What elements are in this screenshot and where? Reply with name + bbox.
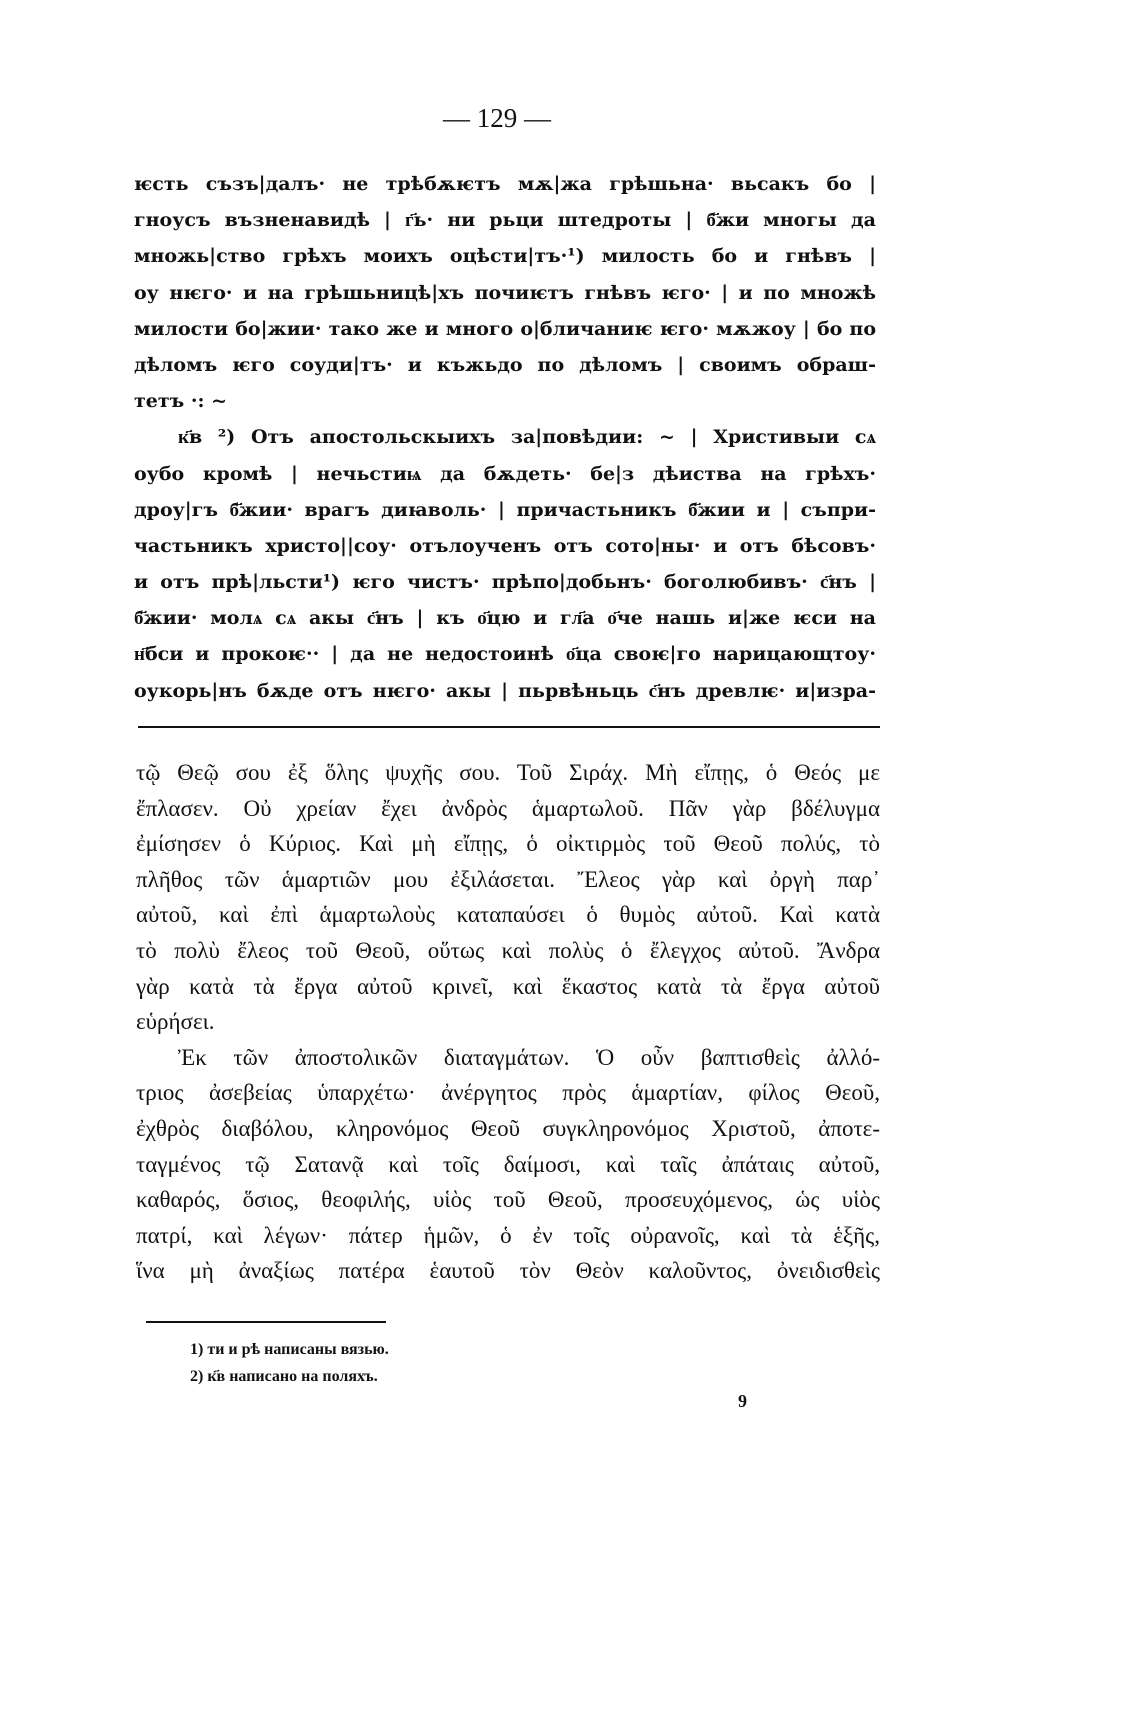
footnote: 2) к҃в написано на поляхъ.: [190, 1368, 378, 1385]
slavonic-line: дроу|гъ б҃жии· врагъ диꙗволь· | причастьникъ б҃жии и | съпри-: [134, 498, 876, 521]
greek-line: ἵνα μὴ ἀναξίως πατέρα ἑαυτοῦ τὸν Θεὸν καλοῦντος, ὀνειδισθεὶς: [136, 1258, 880, 1284]
greek-line: τῷ Θεῷ σου ἐξ ὅλης ψυχῆς σου. Τοῦ Σιράχ. Μὴ εἴπῃς, ὁ Θεός με: [136, 760, 880, 785]
greek-line: καθαρός, ὅσιος, θεοφιλής, υἱὸς τοῦ Θεοῦ, προσευχόμενος, ὡς υἱὸς: [136, 1187, 880, 1213]
page-number: — 129 —: [443, 103, 551, 133]
text-divider-rule: [138, 726, 880, 728]
slavonic-line: оубо кромѣ | нечьстиѩ да бѫдеть· бе|з дѣиства на грѣхъ·: [134, 462, 876, 485]
slavonic-text-block: [134, 166, 876, 709]
greek-line: πατρί, καὶ λέγων· πάτερ ἡμῶν, ὁ ἐν τοῖς οὐρανοῖς, καὶ τὰ ἑξῆς,: [136, 1222, 880, 1248]
greek-line: ἔπλασεν. Οὐ χρείαν ἔχει ἀνδρὸς ἁμαρτωλοῦ. Πᾶν γὰρ βδέλυγμα: [136, 795, 880, 821]
slavonic-line: н҃бси и прокоѥ·· | да не недостоинѣ о҃ца своѥ|го нарицающтоу·: [134, 643, 876, 666]
slavonic-line: тетъ ·: ~: [134, 390, 227, 413]
slavonic-line: оу нѥго· и на грѣшьницѣ|хъ почиѥтъ гнѣвъ ѥго· | и по множѣ: [134, 281, 876, 304]
slavonic-line: множь|ство грѣхъ моихъ оцѣсти|тъ·¹) милость бо и гнѣвъ |: [134, 245, 876, 268]
slavonic-line: оукорь|нъ бѫде отъ нѥго· акы | пьрвѣньць с҃нъ древлѥ· и|изра-: [134, 679, 876, 702]
greek-line: ἐμίσησεν ὁ Κύριος. Καὶ μὴ εἴπῃς, ὁ οἰκτιρμὸς τοῦ Θεοῦ πολύς, τὸ: [136, 831, 880, 857]
footnote-rule: [146, 1321, 386, 1323]
greek-line: πλῆθος τῶν ἁμαρτιῶν μου ἐξιλάσεται. Ἔλεος γὰρ καὶ ὀργὴ παρ᾽: [136, 866, 880, 892]
greek-line: τὸ πολὺ ἔλεος τοῦ Θεοῦ, οὕτως καὶ πολὺς ὁ ἔλεγχος αὐτοῦ. Ἄνδρα: [136, 937, 880, 963]
slavonic-line: частьникъ христо||соу· отълоученъ отъ сото|ны· и отъ бѣсовъ·: [134, 534, 876, 557]
greek-line: τριος ἀσεβείας ὑπαρχέτω· ἀνέργητος πρὸς ἁμαρτίαν, φίλος Θεοῦ,: [136, 1080, 880, 1106]
slavonic-line: б҃жии· молѧ сѧ акы с҃нъ | къ о҃цю и гл҃а о҃че нашь и|же ѥси на: [134, 607, 876, 630]
slavonic-line: и отъ прѣ|льсти¹) ѥго чистъ· прѣпо|добьнъ· боголюбивъ· с҃нъ |: [134, 571, 876, 594]
greek-paragraph-start-line: Ἐκ τῶν ἀποστολικῶν διαταγμάτων. Ὁ οὖν βαπτισθεὶς ἀλλό-: [178, 1044, 880, 1070]
slavonic-line: дѣломъ ѥго соуди|тъ· и къжьдо по дѣломъ | своимъ обраш-: [134, 353, 876, 376]
greek-line: εὑρήσει.: [136, 1009, 215, 1035]
slavonic-section-heading-line: к҃в ²) Отъ апостольскыихъ за|повѣдии: ~ | Христивыи сѧ: [178, 426, 876, 449]
slavonic-line: гноусъ възненавидѣ | г҃ь· ни рьци штедроты | б҃жи многы да: [134, 209, 876, 232]
greek-line: γὰρ κατὰ τὰ ἔργα αὐτοῦ κρινεῖ, καὶ ἕκαστος κατὰ τὰ ἔργα αὐτοῦ: [136, 973, 880, 999]
slavonic-line: ѥсть съзъ|далъ· не трѣбѫѥтъ мѫ|жа грѣшьна· вьсакъ бо |: [134, 173, 876, 195]
greek-line: αὐτοῦ, καὶ ἐπὶ ἁμαρτωλοὺς καταπαύσει ὁ θυμὸς αὐτοῦ. Καὶ κατὰ: [136, 902, 880, 928]
slavonic-line: милости бо|жии· тако же и много о|бличаниѥ ѥго· мѫжоу | бо по: [134, 317, 876, 340]
greek-line: ταγμένος τῷ Σατανᾷ καὶ τοῖς δαίμοσι, καὶ ταῖς ἀπάταις αὐτοῦ,: [136, 1151, 880, 1177]
printer-signature-mark: 9: [738, 1391, 747, 1411]
greek-text-block: [136, 755, 880, 1289]
footnotes: [190, 1336, 690, 1390]
greek-line: ἐχθρὸς διαβόλου, κληρονόμος Θεοῦ συγκληρονόμος Χριστοῦ, ἀποτε-: [136, 1115, 880, 1141]
footnote: 1) ти и рѣ написаны вязью.: [190, 1341, 389, 1358]
